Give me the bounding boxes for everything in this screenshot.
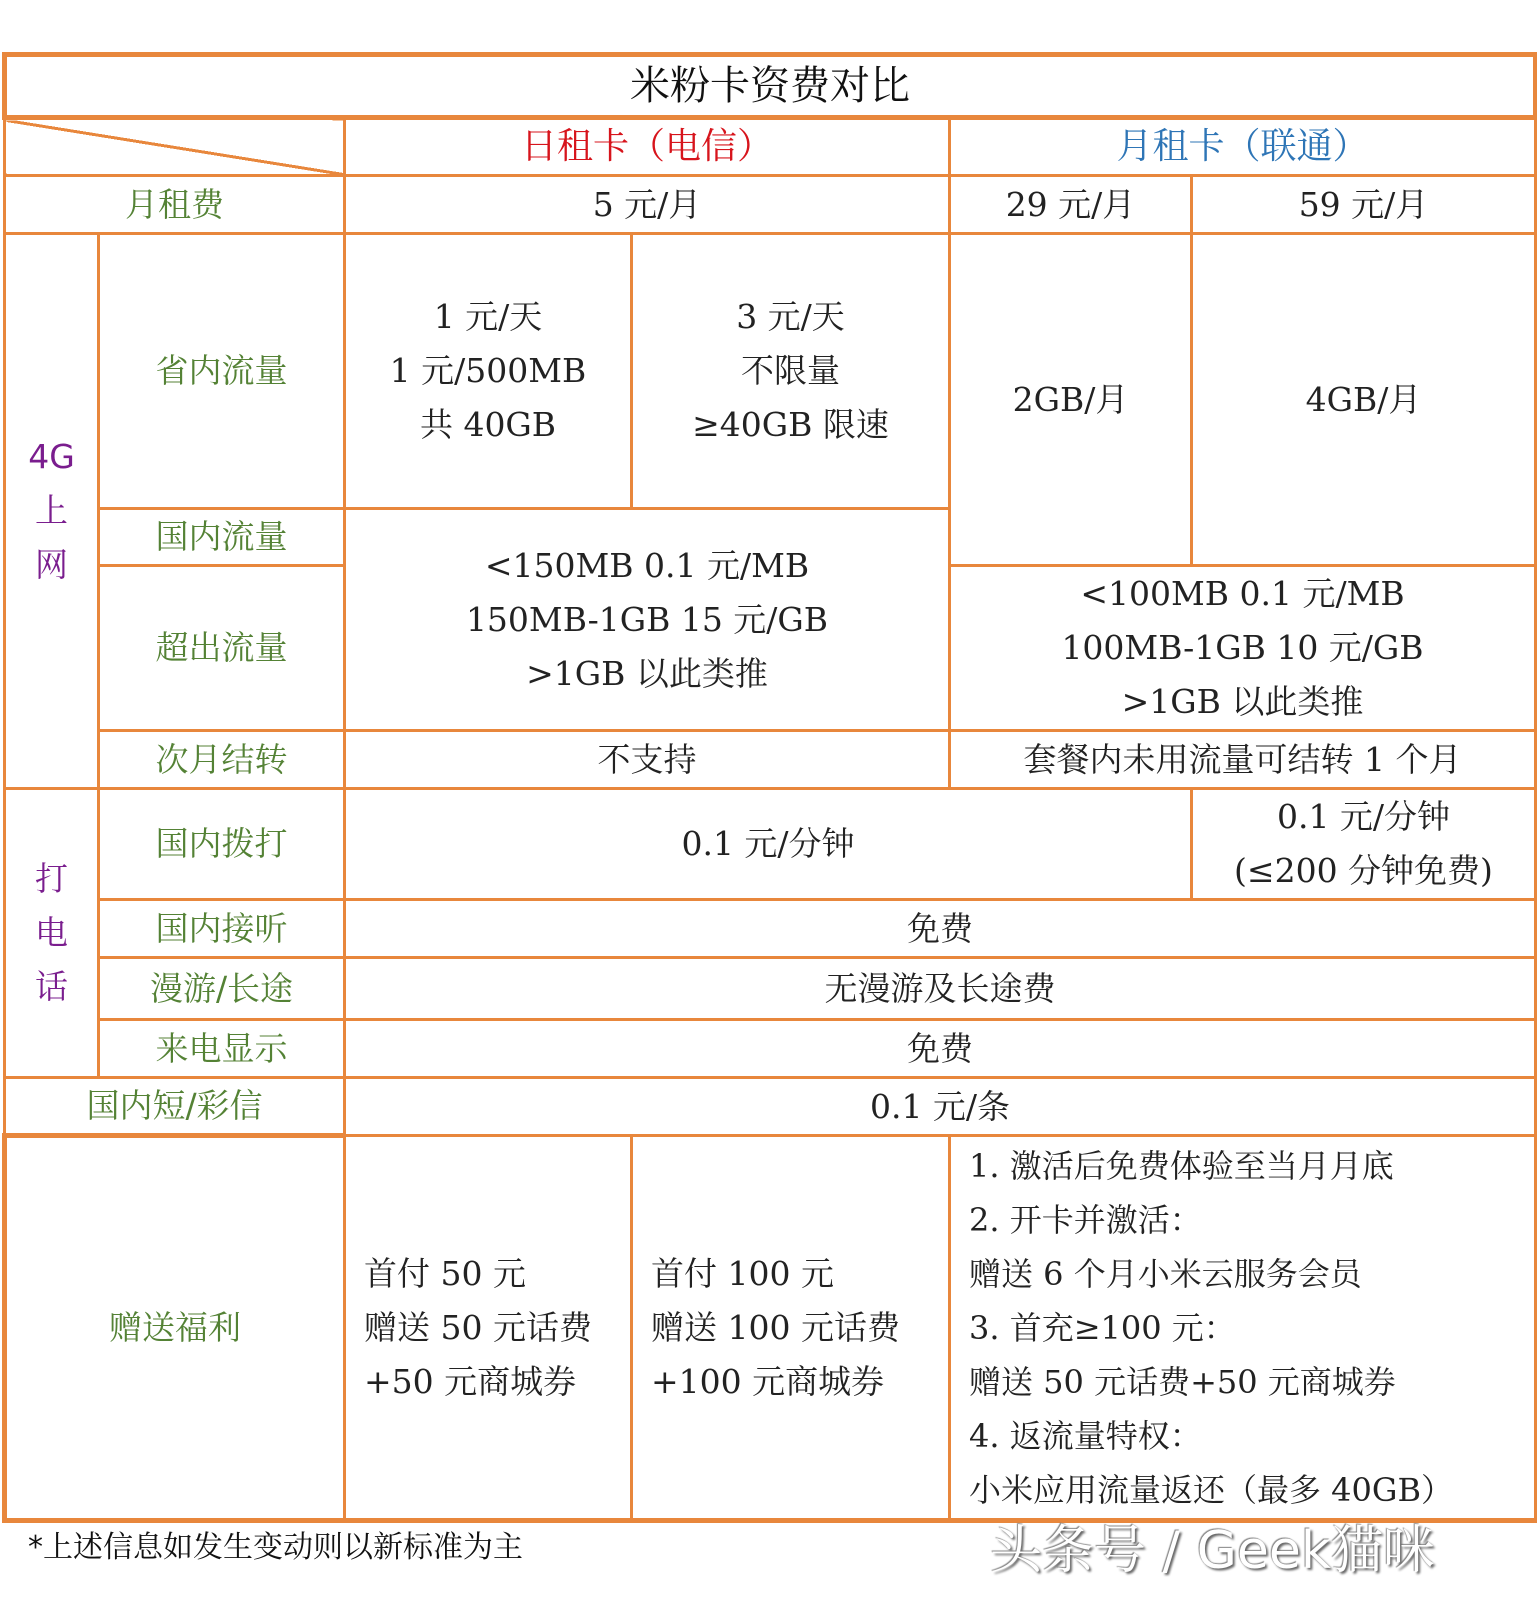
row-label-provincial: 省内流量 — [99, 234, 345, 509]
gifts-daily-1: 首付 50 元 赠送 50 元话费 +50 元商城券 — [345, 1136, 632, 1521]
rollover-daily: 不支持 — [345, 731, 950, 789]
row-label-sms: 国内短/彩信 — [5, 1078, 345, 1136]
provincial-59: 4GB/月 — [1192, 234, 1536, 566]
rollover-monthly: 套餐内未用流量可结转 1 个月 — [950, 731, 1536, 789]
rent-daily: 5 元/月 — [345, 176, 950, 234]
row-label-roaming: 漫游/长途 — [99, 958, 345, 1020]
footnote: *上述信息如发生变动则以新标准为主 — [28, 1530, 523, 1565]
overflow-monthly: <100MB 0.1 元/MB 100MB-1GB 10 元/GB >1GB 以此类推 — [950, 566, 1536, 731]
group-4g-internet: 4G 上 网 — [5, 234, 99, 789]
provincial-daily-1: 1 元/天 1 元/500MB 共 40GB — [345, 234, 632, 509]
overflow-daily: <150MB 0.1 元/MB 150MB-1GB 15 元/GB >1GB 以此类推 — [345, 509, 950, 731]
roaming-value: 无漫游及长途费 — [345, 958, 1536, 1020]
group-phone-calls: 打 电 话 — [5, 789, 99, 1078]
gifts-monthly: 1. 激活后免费体验至当月月底 2. 开卡并激活： 赠送 6 个月小米云服务会员 3. 首充≥100 元： 赠送 50 元话费+50 元商城券 4. 返流量特权： 小米应用流量返还（最多 40GB） — [950, 1136, 1536, 1521]
row-label-rent: 月租费 — [5, 176, 345, 234]
answer-value: 免费 — [345, 900, 1536, 958]
row-label-domestic-data: 国内流量 — [99, 509, 345, 566]
row-label-caller-id: 来电显示 — [99, 1020, 345, 1078]
diagonal-header-cell — [5, 118, 345, 176]
sms-value: 0.1 元/条 — [345, 1078, 1536, 1136]
watermark: 头条号 / Geek猫咪 — [990, 1521, 1435, 1581]
table-title: 米粉卡资费对比 — [5, 55, 1536, 118]
provincial-daily-3: 3 元/天 不限量 ≥40GB 限速 — [632, 234, 950, 509]
row-label-rollover: 次月结转 — [99, 731, 345, 789]
row-label-dial: 国内拨打 — [99, 789, 345, 900]
rent-59: 59 元/月 — [1192, 176, 1536, 234]
row-label-answer: 国内接听 — [99, 900, 345, 958]
dial-59: 0.1 元/分钟 (≤200 分钟免费) — [1192, 789, 1536, 900]
rent-29: 29 元/月 — [950, 176, 1192, 234]
provincial-29: 2GB/月 — [950, 234, 1192, 566]
dial-main: 0.1 元/分钟 — [345, 789, 1192, 900]
tariff-comparison-table — [2, 52, 1537, 1523]
row-label-gifts: 赠送福利 — [5, 1136, 345, 1521]
header-monthly-card: 月租卡（联通） — [950, 118, 1536, 176]
caller-id-value: 免费 — [345, 1020, 1536, 1078]
gifts-daily-3: 首付 100 元 赠送 100 元话费 +100 元商城券 — [632, 1136, 950, 1521]
row-label-overflow: 超出流量 — [99, 566, 345, 731]
header-daily-card: 日租卡（电信） — [345, 118, 950, 176]
